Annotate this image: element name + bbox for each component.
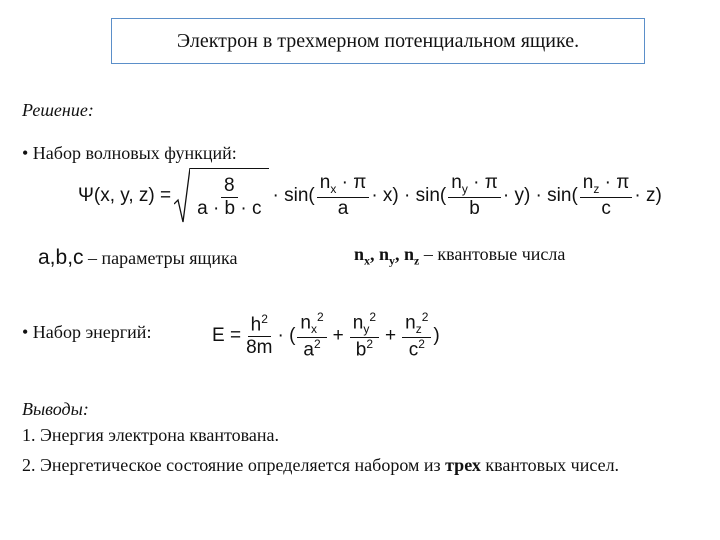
- sqrt-expression: [174, 168, 268, 224]
- nz-symbol: n: [582, 172, 594, 194]
- fraction-ny-b: [448, 172, 501, 219]
- conclusions-label: Выводы:: [22, 399, 89, 419]
- sqrt-radicand: [190, 168, 268, 224]
- qn-nx: $n_x$: [354, 244, 371, 268]
- box-params-text: – параметры ящика: [83, 248, 238, 268]
- x-close: · x) · sin(: [371, 185, 447, 206]
- pi-symbol-2: · π: [473, 172, 498, 194]
- title-box: [111, 18, 645, 64]
- conclusion-1: 1. Энергия электрона квантована.: [22, 425, 280, 445]
- energy-open-paren: · (: [277, 325, 296, 346]
- plus-1: +: [332, 325, 344, 346]
- qn-nz: $n_z$: [404, 244, 420, 268]
- solution-label: Решение:: [22, 100, 94, 120]
- fraction-nz-c: [580, 172, 633, 219]
- pi-symbol-1: · π: [341, 172, 367, 194]
- fraction-ny2-b2: $\frac{n_y^2}{b^2}$: [350, 311, 379, 361]
- nz-subscript: z: [593, 182, 600, 197]
- energy-lhs: E =: [212, 325, 242, 346]
- denominator-a: a: [337, 197, 349, 219]
- ny-subscript: y: [461, 182, 468, 197]
- fraction-nx2-a2: $\frac{n_x^2}{a^2}$: [297, 311, 326, 361]
- abc-symbols: a,b,c: [38, 246, 84, 269]
- y-close: · y) · sin(: [502, 185, 578, 206]
- fraction-h2-8m: [243, 313, 275, 359]
- page-title: Электрон в трехмерном потенциальном ящике.: [176, 29, 580, 52]
- fraction-nz2-c2: $\frac{n_z^2}{c^2}$: [402, 311, 431, 361]
- box-params-line: [38, 246, 237, 270]
- conclusion-2: 2. Энергетическое состояние определяется набором из трех квантовых чисел.: [22, 455, 620, 475]
- psi-lhs: Ψ(x, y, z) =: [78, 185, 172, 206]
- quantum-numbers-line: $n_x$, $n_y$, $n_z$ – квантовые числа: [354, 244, 566, 268]
- wavefunction-formula: [78, 166, 662, 226]
- wavefunctions-label: • Набор волновых функций:: [22, 143, 237, 163]
- sqrt-fraction: [194, 175, 264, 220]
- sqrt-denominator: a · b · c: [197, 198, 262, 219]
- conclusion-2-bold: трех: [445, 455, 481, 475]
- h-exponent: 2: [261, 311, 268, 326]
- sin-open-1: · sin(: [272, 185, 315, 206]
- energy-formula: [212, 306, 440, 366]
- pi-symbol-3: · π: [604, 172, 630, 194]
- ny-symbol: n: [451, 172, 462, 194]
- qn-ny: $n_y$: [379, 244, 396, 268]
- fraction-nx-a: [317, 172, 370, 219]
- nx-symbol: n: [319, 172, 331, 194]
- denominator-c: c: [601, 197, 611, 219]
- plus-2: +: [385, 325, 397, 346]
- quantum-numbers-text: – квантовые числа: [419, 244, 566, 264]
- denominator-b: b: [469, 197, 480, 219]
- z-close: · z): [634, 185, 662, 206]
- denominator-8m: 8m: [246, 337, 273, 359]
- radical-sign-icon: [174, 168, 190, 224]
- h-symbol: h: [250, 314, 262, 336]
- energy-close-paren: ): [433, 325, 440, 346]
- sqrt-numerator: 8: [221, 175, 238, 198]
- nx-subscript: x: [330, 182, 337, 197]
- energies-label: • Набор энергий:: [22, 322, 152, 342]
